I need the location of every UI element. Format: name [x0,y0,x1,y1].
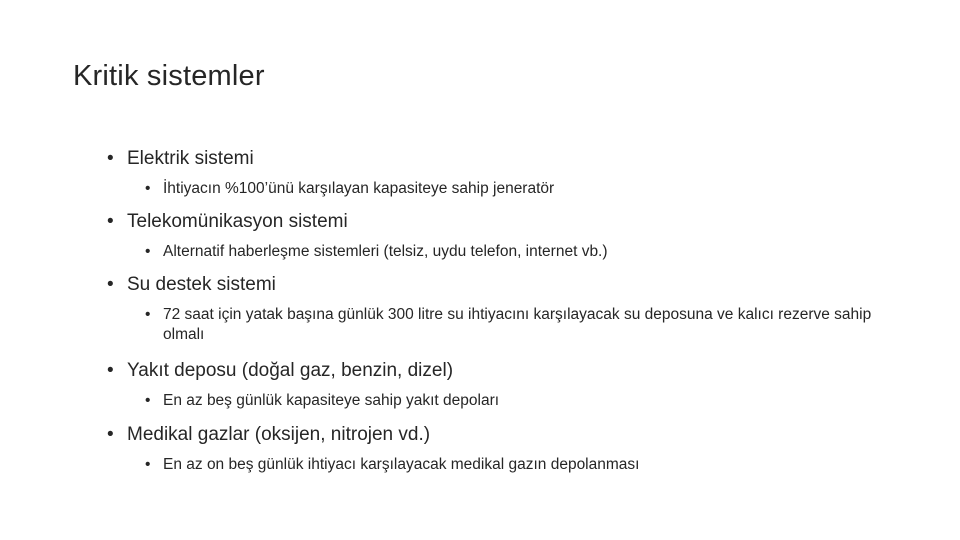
bullet-dot: • [107,424,114,445]
bullet-dot: • [107,360,114,381]
bullet-dot: • [145,392,151,409]
bullet-dot: • [145,456,151,473]
bullet-dot: • [145,180,151,197]
list-item-electric [107,146,907,199]
bullet-text: Yakıt deposu (doğal gaz, benzin, dizel) [127,360,454,381]
bullet-level2 [145,242,873,262]
bullet-level2 [145,391,873,411]
sub-list [107,305,907,345]
bullet-level1 [107,272,907,298]
bullet-dot: • [145,306,151,323]
bullet-dot: • [107,148,114,169]
sub-list [107,179,907,199]
sub-list [107,391,907,411]
bullet-level1 [107,422,907,448]
bullet-dot: • [107,211,114,232]
bullet-level1 [107,358,907,384]
bullet-level2 [145,305,873,345]
sub-bullet-text: Alternatif haberleşme sistemleri (telsiz, uydu telefon, internet vb.) [163,243,608,260]
bullet-text: Telekomünikasyon sistemi [127,211,348,232]
bullet-list [107,146,907,475]
bullet-text: Medikal gazlar (oksijen, nitrojen vd.) [127,424,431,445]
sub-list [107,455,907,475]
list-item-water [107,272,907,345]
list-item-medical-gas [107,422,907,475]
bullet-level2 [145,455,873,475]
slide-title: Kritik sistemler [73,60,265,92]
bullet-level1 [107,146,907,172]
list-item-fuel [107,358,907,411]
bullet-level2 [145,179,873,199]
sub-list [107,242,907,262]
bullet-text: Elektrik sistemi [127,148,254,169]
list-item-telecom [107,209,907,262]
bullet-text: Su destek sistemi [127,274,276,295]
sub-bullet-text: En az beş günlük kapasiteye sahip yakıt depoları [163,392,500,409]
sub-bullet-text: En az on beş günlük ihtiyacı karşılayacak medikal gazın depolanması [163,456,640,473]
sub-bullet-text: İhtiyacın %100’ünü karşılayan kapasiteye sahip jeneratör [163,180,555,197]
sub-bullet-text: 72 saat için yatak başına günlük 300 litre su ihtiyacını karşılayacak su deposuna ve kalıcı rezerve sahip olmalı [163,306,872,343]
bullet-dot: • [107,274,114,295]
bullet-dot: • [145,243,151,260]
bullet-level1 [107,209,907,235]
